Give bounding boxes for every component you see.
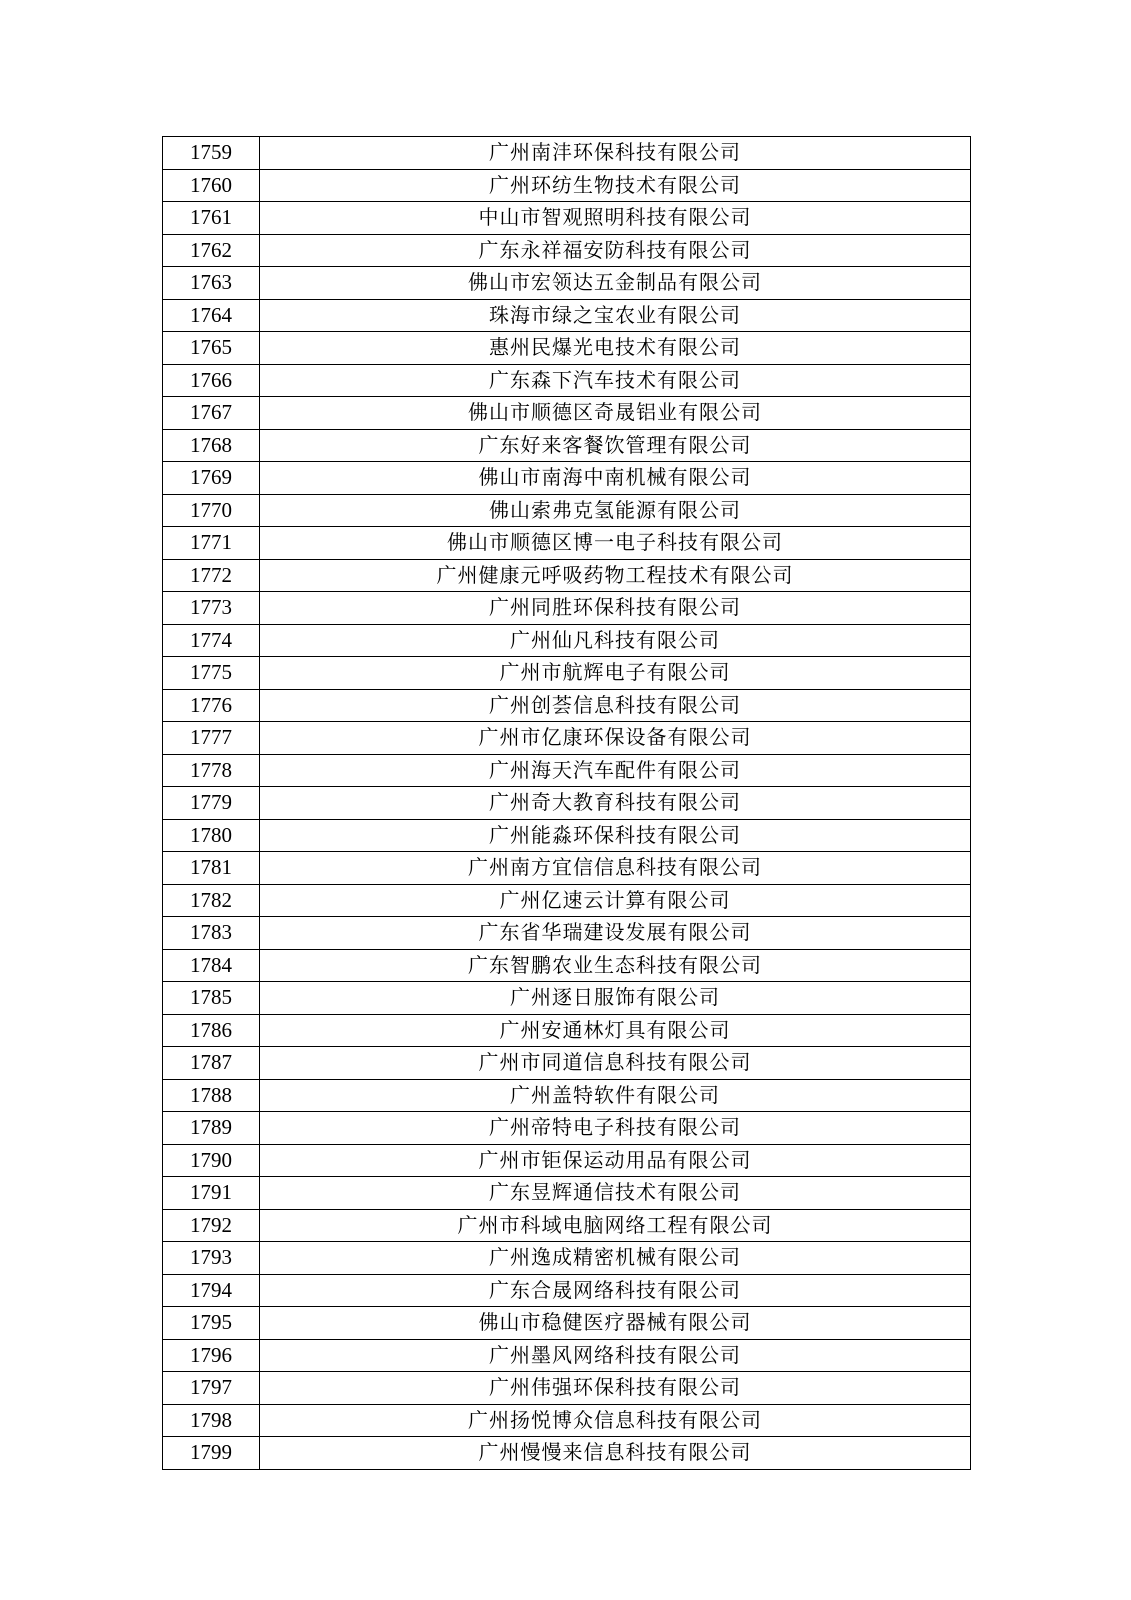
company-name-cell: 广州海天汽车配件有限公司 bbox=[260, 754, 971, 787]
table-row bbox=[163, 1144, 971, 1177]
table-row bbox=[163, 267, 971, 300]
table-row bbox=[163, 1209, 971, 1242]
table-row bbox=[163, 1372, 971, 1405]
company-name-cell: 珠海市绿之宝农业有限公司 bbox=[260, 299, 971, 332]
row-number-cell: 1764 bbox=[163, 299, 260, 332]
company-name-cell: 广州创荟信息科技有限公司 bbox=[260, 689, 971, 722]
table-row bbox=[163, 852, 971, 885]
company-name-cell: 广州健康元呼吸药物工程技术有限公司 bbox=[260, 559, 971, 592]
row-number-cell: 1774 bbox=[163, 624, 260, 657]
row-number-cell: 1797 bbox=[163, 1372, 260, 1405]
row-number-cell: 1766 bbox=[163, 364, 260, 397]
row-number-cell: 1798 bbox=[163, 1404, 260, 1437]
table-row bbox=[163, 1437, 971, 1470]
company-name-cell: 佛山市顺德区奇晟铝业有限公司 bbox=[260, 397, 971, 430]
company-name-cell: 广州奇大教育科技有限公司 bbox=[260, 787, 971, 820]
company-name-cell: 广州能淼环保科技有限公司 bbox=[260, 819, 971, 852]
row-number-cell: 1794 bbox=[163, 1274, 260, 1307]
row-number-cell: 1773 bbox=[163, 592, 260, 625]
company-name-cell: 广州市同道信息科技有限公司 bbox=[260, 1047, 971, 1080]
table-row bbox=[163, 917, 971, 950]
company-name-cell: 佛山市稳健医疗器械有限公司 bbox=[260, 1307, 971, 1340]
table-row bbox=[163, 1014, 971, 1047]
row-number-cell: 1777 bbox=[163, 722, 260, 755]
row-number-cell: 1772 bbox=[163, 559, 260, 592]
company-name-cell: 广东昱辉通信技术有限公司 bbox=[260, 1177, 971, 1210]
table-row bbox=[163, 592, 971, 625]
row-number-cell: 1795 bbox=[163, 1307, 260, 1340]
company-name-cell: 广州帝特电子科技有限公司 bbox=[260, 1112, 971, 1145]
row-number-cell: 1781 bbox=[163, 852, 260, 885]
table-row bbox=[163, 169, 971, 202]
table-row bbox=[163, 949, 971, 982]
table-row bbox=[163, 982, 971, 1015]
company-name-cell: 广州市亿康环保设备有限公司 bbox=[260, 722, 971, 755]
table-row bbox=[163, 299, 971, 332]
table-row bbox=[163, 332, 971, 365]
company-name-cell: 广州亿速云计算有限公司 bbox=[260, 884, 971, 917]
row-number-cell: 1783 bbox=[163, 917, 260, 950]
row-number-cell: 1792 bbox=[163, 1209, 260, 1242]
company-name-cell: 广东永祥福安防科技有限公司 bbox=[260, 234, 971, 267]
table-row bbox=[163, 657, 971, 690]
row-number-cell: 1791 bbox=[163, 1177, 260, 1210]
row-number-cell: 1767 bbox=[163, 397, 260, 430]
row-number-cell: 1765 bbox=[163, 332, 260, 365]
company-name-cell: 中山市智观照明科技有限公司 bbox=[260, 202, 971, 235]
table-row bbox=[163, 1404, 971, 1437]
table-row bbox=[163, 1242, 971, 1275]
row-number-cell: 1776 bbox=[163, 689, 260, 722]
table-row bbox=[163, 234, 971, 267]
table-row bbox=[163, 1339, 971, 1372]
company-name-cell: 广州南方宜信信息科技有限公司 bbox=[260, 852, 971, 885]
row-number-cell: 1788 bbox=[163, 1079, 260, 1112]
row-number-cell: 1799 bbox=[163, 1437, 260, 1470]
row-number-cell: 1796 bbox=[163, 1339, 260, 1372]
row-number-cell: 1790 bbox=[163, 1144, 260, 1177]
company-name-cell: 广州南沣环保科技有限公司 bbox=[260, 137, 971, 170]
company-name-cell: 广州逐日服饰有限公司 bbox=[260, 982, 971, 1015]
row-number-cell: 1784 bbox=[163, 949, 260, 982]
table-row bbox=[163, 754, 971, 787]
company-name-cell: 广州逸成精密机械有限公司 bbox=[260, 1242, 971, 1275]
row-number-cell: 1787 bbox=[163, 1047, 260, 1080]
table-row bbox=[163, 689, 971, 722]
row-number-cell: 1769 bbox=[163, 462, 260, 495]
row-number-cell: 1780 bbox=[163, 819, 260, 852]
company-name-cell: 广东好来客餐饮管理有限公司 bbox=[260, 429, 971, 462]
company-list-table bbox=[162, 136, 971, 1470]
table-row bbox=[163, 624, 971, 657]
row-number-cell: 1786 bbox=[163, 1014, 260, 1047]
company-name-cell: 惠州民爆光电技术有限公司 bbox=[260, 332, 971, 365]
company-name-cell: 广州环纺生物技术有限公司 bbox=[260, 169, 971, 202]
table-row bbox=[163, 202, 971, 235]
table-row bbox=[163, 137, 971, 170]
company-name-cell: 广东智鹏农业生态科技有限公司 bbox=[260, 949, 971, 982]
table-row bbox=[163, 1112, 971, 1145]
table-row bbox=[163, 1177, 971, 1210]
company-name-cell: 广州墨风网络科技有限公司 bbox=[260, 1339, 971, 1372]
company-name-cell: 广州市科域电脑网络工程有限公司 bbox=[260, 1209, 971, 1242]
company-name-cell: 广州同胜环保科技有限公司 bbox=[260, 592, 971, 625]
table-row bbox=[163, 722, 971, 755]
row-number-cell: 1762 bbox=[163, 234, 260, 267]
table-row bbox=[163, 884, 971, 917]
table-row bbox=[163, 1079, 971, 1112]
table-row bbox=[163, 1307, 971, 1340]
row-number-cell: 1759 bbox=[163, 137, 260, 170]
row-number-cell: 1782 bbox=[163, 884, 260, 917]
table-row bbox=[163, 462, 971, 495]
row-number-cell: 1785 bbox=[163, 982, 260, 1015]
company-name-cell: 广东森下汽车技术有限公司 bbox=[260, 364, 971, 397]
table-row bbox=[163, 494, 971, 527]
table-row bbox=[163, 819, 971, 852]
row-number-cell: 1779 bbox=[163, 787, 260, 820]
company-name-cell: 广东合晟网络科技有限公司 bbox=[260, 1274, 971, 1307]
row-number-cell: 1775 bbox=[163, 657, 260, 690]
table-body bbox=[163, 137, 971, 1470]
company-name-cell: 佛山市顺德区博一电子科技有限公司 bbox=[260, 527, 971, 560]
row-number-cell: 1771 bbox=[163, 527, 260, 560]
company-name-cell: 广州市钜保运动用品有限公司 bbox=[260, 1144, 971, 1177]
row-number-cell: 1778 bbox=[163, 754, 260, 787]
row-number-cell: 1793 bbox=[163, 1242, 260, 1275]
company-name-cell: 佛山市南海中南机械有限公司 bbox=[260, 462, 971, 495]
table-row bbox=[163, 1047, 971, 1080]
table-row bbox=[163, 397, 971, 430]
row-number-cell: 1768 bbox=[163, 429, 260, 462]
row-number-cell: 1760 bbox=[163, 169, 260, 202]
company-name-cell: 广州扬悦博众信息科技有限公司 bbox=[260, 1404, 971, 1437]
table-row bbox=[163, 364, 971, 397]
company-name-cell: 广州安通林灯具有限公司 bbox=[260, 1014, 971, 1047]
company-name-cell: 广州仙凡科技有限公司 bbox=[260, 624, 971, 657]
table-row bbox=[163, 559, 971, 592]
row-number-cell: 1763 bbox=[163, 267, 260, 300]
row-number-cell: 1761 bbox=[163, 202, 260, 235]
row-number-cell: 1789 bbox=[163, 1112, 260, 1145]
company-name-cell: 佛山市宏领达五金制品有限公司 bbox=[260, 267, 971, 300]
table-row bbox=[163, 1274, 971, 1307]
company-name-cell: 佛山索弗克氢能源有限公司 bbox=[260, 494, 971, 527]
table-row bbox=[163, 787, 971, 820]
table-row bbox=[163, 429, 971, 462]
company-name-cell: 广州市航辉电子有限公司 bbox=[260, 657, 971, 690]
table-row bbox=[163, 527, 971, 560]
company-name-cell: 广州盖特软件有限公司 bbox=[260, 1079, 971, 1112]
row-number-cell: 1770 bbox=[163, 494, 260, 527]
company-name-cell: 广东省华瑞建设发展有限公司 bbox=[260, 917, 971, 950]
company-name-cell: 广州伟强环保科技有限公司 bbox=[260, 1372, 971, 1405]
company-name-cell: 广州慢慢来信息科技有限公司 bbox=[260, 1437, 971, 1470]
